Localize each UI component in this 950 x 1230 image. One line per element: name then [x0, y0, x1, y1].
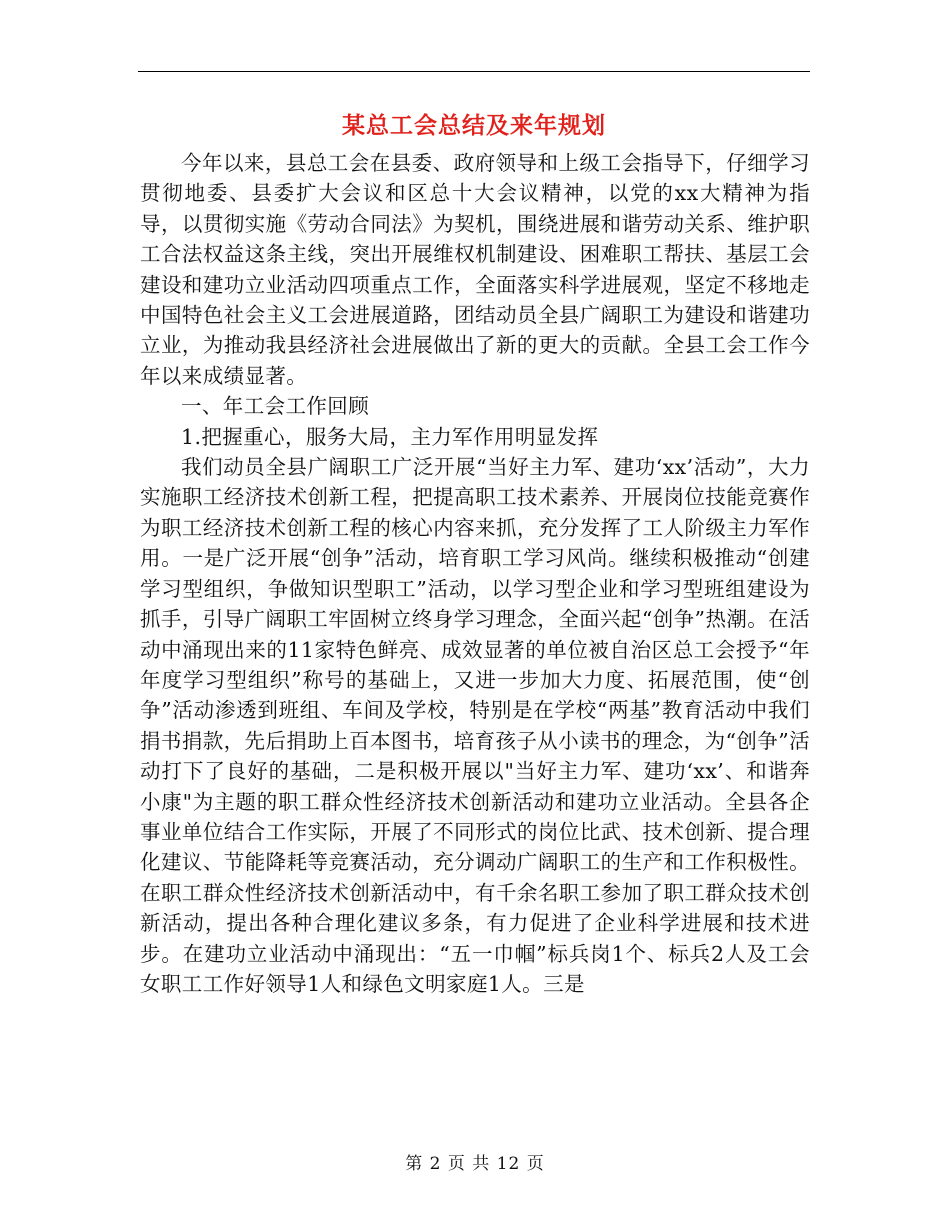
paragraph-body: 我们动员全县广阔职工广泛开展“当好主力军、建功‘xx’活动”，大力实施职工经济技术创新工程，把提高职工技术素养、开展岗位技能竞赛作为职工经济技术创新工程的核心内容来抓，充分发挥了工人阶级主力军作用。一是广泛开展“创争”活动，培育职工学习风尚。继续积极推动“创建学习型组织，争做知识型职工”活动，以学习型企业和学习型班组建设为抓手，引导广阔职工牢固树立终身学习理念，全面兴起“创争”热潮。在活动中涌现出来的11家特色鲜亮、成效显著的单位被自治区总工会授予“年年度学习型组织”称号的基础上，又进一步加大力度、拓展范围，使“创争”活动渗透到班组、车间及学校，特别是在学校“两基”教育活动中我们捐书捐款，先后捐助上百本图书，培育孩子从小读书的理念，为“创争”活动打下了良好的基础，二是积极开展以"当好主力军、建功‘xx’、和谐奔小康"为主题的职工群众性经济技术创新活动和建功立业活动。全县各企事业单位结合工作实际，开展了不同形式的岗位比武、技术创新、提合理化建议、节能降耗等竞赛活动，充分调动广阔职工的生产和工作积极性。在职工群众性经济技术创新活动中，有千余名职工参加了职工群众技术创新活动，提出各种合理化建议多条，有力促进了企业科学进展和技术进步。在建功立业活动中涌现出：“五一巾帼”标兵岗1个、标兵2人及工会女职工工作好领导1人和绿色文明家庭1人。三是: [140, 455, 810, 996]
subsection-heading: 1.把握重心，服务大局，主力军作用明显发挥: [181, 424, 599, 449]
document-body: [140, 148, 810, 999]
document-title: 某总工会总结及来年规划: [342, 112, 606, 139]
page-number-footer: 第 2 页 共 12 页: [405, 1154, 545, 1174]
header-rule: [138, 71, 810, 72]
section-heading: 一、年工会工作回顾: [181, 394, 370, 419]
paragraph-intro: 今年以来，县总工会在县委、政府领导和上级工会指导下，仔细学习贯彻地委、县委扩大会议和区总十大会议精神，以党的xx大精神为指导，以贯彻实施《劳动合同法》为契机，围绕进展和谐劳动关系、维护职工合法权益这条主线，突出开展维权机制建设、困难职工帮扶、基层工会建设和建功立业活动四项重点工作，全面落实科学进展观，坚定不移地走中国特色社会主义工会进展道路，团结动员全县广阔职工为建设和谐建功立业，为推动我县经济社会进展做出了新的更大的贡献。全县工会工作今年以来成绩显著。: [140, 151, 810, 388]
